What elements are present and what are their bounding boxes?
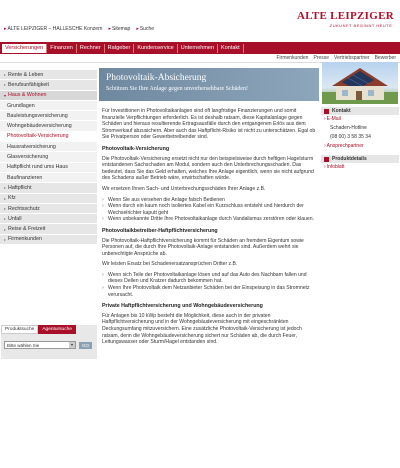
chevron-down-icon: ▼	[70, 343, 74, 347]
subnav-firmenkunden[interactable]: Firmenkunden	[276, 55, 309, 61]
square-icon	[324, 109, 329, 114]
bullet-icon: ▸	[4, 185, 7, 191]
list-item: › Wenn unbekannte Dritte Ihre Photovoltaikanlage durch Vandalismus zerstören oder klauen.	[102, 216, 317, 223]
section-heading-private: Private Haftpflichtversicherung und Wohngebäudeversicherung	[102, 303, 263, 310]
intro-paragraph: Für Investitionen in Photovoltaikanlagen sind oft langfristige Finanzierungen und somit finanzielle Verpflichtungen erforderlich. Es ist deshalb ratsam, diese Kapitalanlage gegen Schäden und hieraus resultierende Ertragsausfälle durch den entgangenen Erlös aus dem Stromverkauf abzusichern. Aber auch das Haftpflicht-Risiko ist nicht zu unterschätzen. Egal ob Sie Privatperson oder Gewerbetreibender sind.	[102, 108, 316, 141]
nav-unternehmen[interactable]: Unternehmen	[178, 44, 218, 53]
nav-rechner[interactable]: Rechner	[77, 44, 105, 53]
list-item: › Wenn Ihre Photovoltaik dem Netzanbieter Schäden bei der Einspeisung in das Stromnetz verursacht.	[102, 285, 317, 298]
nav-kontakt[interactable]: Kontakt	[218, 44, 244, 53]
product-search-box	[1, 325, 97, 359]
sidebar-item-wohngebaeude[interactable]: Wohngebäudeversicherung	[0, 121, 97, 131]
audience-links	[276, 55, 396, 61]
sidebar-item-firmenkunden[interactable]: ▸ Firmenkunden	[0, 235, 97, 245]
pv-list	[102, 197, 317, 223]
logo[interactable]	[297, 10, 394, 28]
sitemap-link[interactable]: ▸Sitemap	[108, 26, 131, 32]
subnav-presse[interactable]: Presse	[313, 55, 330, 61]
sidebar-item-baufinanzieren[interactable]: Baufinanzieren	[0, 173, 97, 183]
right-column	[321, 107, 399, 172]
arrow-icon: ▸	[4, 26, 7, 32]
email-link[interactable]: ›E-Mail	[324, 116, 341, 122]
sidebar-item-rente[interactable]: ▸ Rente & Leben	[0, 70, 97, 80]
haftpflicht-paragraph: Die Photovoltaik-Haftpflichtversicherung kommt für Schäden an fremdem Eigentum sowie Personen auf, die durch Ihre Photovoltaik-Anlage entstanden sind. Außerdem wehrt sie unberechtigte Ansprüche ab.	[102, 237, 304, 257]
sidebar-item-kfz[interactable]: ▸ Kfz	[0, 194, 97, 204]
section-heading-haftpflicht: Photovoltaikbetreiber-Haftpflichtversicherung	[102, 227, 218, 234]
sidebar-item-bu[interactable]: ▸ Berufsunfähigkeit	[0, 80, 97, 90]
arrow-icon: ›	[324, 164, 326, 170]
infoblatt-link[interactable]: ›Infoblatt	[324, 164, 345, 170]
page-subtitle: Schützen Sie Ihre Anlage gegen unvorhersehbare Schäden!	[106, 86, 248, 92]
list-item: › Wenn durch ein kaum noch isoliertes Kabel ein Kurzschluss entsteht und hierdurch der Wechselrichter kaputt geht	[102, 203, 317, 216]
go-button[interactable]: GO	[79, 342, 92, 349]
square-icon	[324, 157, 329, 162]
arrow-icon: ›	[324, 143, 326, 149]
subnav-bewerber[interactable]: Bewerber	[374, 55, 396, 61]
haftpflicht-paragraph-2: Wir leisten Ersatz bei Schadenersatzansprüchen Dritter z.B.	[102, 261, 238, 268]
sidebar-item-unfall[interactable]: ▸ Unfall	[0, 214, 97, 224]
bullet-icon: ▸	[4, 236, 7, 242]
subnav-vertriebspartner[interactable]: Vertriebspartner	[334, 55, 370, 61]
logo-tagline: ZUKUNFT BEGINNT HEUTE.	[329, 23, 394, 28]
hotline-label: Schaden-Hotline	[330, 125, 367, 131]
arrow-icon: ▸	[108, 26, 111, 32]
sidebar-item-haftpflicht[interactable]: ▸ Haftpflicht	[0, 183, 97, 193]
sidebar-item-hausrat[interactable]: Hausratversicherung	[0, 142, 97, 152]
sidebar	[0, 70, 97, 245]
pv-paragraph-2: Wir ersetzen Ihnen Sach- und Unterbrechungsschäden Ihrer Anlage z.B.	[102, 185, 266, 192]
bullet-icon: ▸	[4, 216, 7, 222]
product-select[interactable]: Bitte wählen Sie ▼	[4, 341, 76, 349]
search-tabs	[1, 325, 97, 334]
kontakt-heading: Kontakt	[321, 107, 399, 115]
list-item: › Wenn Sie aus versehen die Anlage falsch Bedienen	[102, 197, 317, 204]
pv-paragraph: Die Photovoltaik-Versicherung ersetzt nicht nur den beispielsweise durch heftigen Hagelsturm entstandenen Sachschaden am Modul, sondern auch den Unterbrechungsschaden. Das bedeutet, dass Sie das Geld erhalten, welches Ihre Anlage eigentlich, wenn sie nicht aufgrund des Schadens außer Betrieb wäre, erwirtschaften würde.	[102, 155, 314, 182]
logo-brand: ALTE LEIPZIGER	[296, 10, 394, 22]
arrow-icon: ›	[324, 116, 326, 122]
nav-kundenservice[interactable]: Kundenservice	[134, 44, 177, 53]
search-row	[1, 334, 97, 349]
hotline-number: (08 00) 3 58 35 34	[330, 134, 371, 140]
bullet-icon: ▸	[4, 72, 7, 78]
konzern-link[interactable]: ▸ALTE LEIPZIGER – HALLESCHE Konzern	[4, 26, 103, 32]
private-paragraph: Für Anlagen bis 10 kWp besteht die Möglichkeit, diese auch in der privaten Haftpflichtversicherung und in der Wohngebäudeversicherung mit eingeschränkten Deckungsumfang mitzuversichern. Eine zusätzliche Photovoltaik-Versicherung ist jedoch ratsam, denn die Wohngebäudeversicherung sichert nur Schäden ab, die durch Feuer, Leitungswasser oder Sturm/Hagel entstanden sind.	[102, 312, 302, 346]
list-item: › Wenn sich Teile der Photovoltaikanlage lösen und auf das Auto des Nachbarn fallen und dieses Dellen und Kratzer dadurch bekommen hat.	[102, 272, 317, 285]
page-title: Photovoltaik-Absicherung	[106, 73, 207, 83]
main-content	[102, 108, 317, 350]
produktdetails-heading: Produktdetails	[321, 155, 399, 163]
house-solar-image	[322, 62, 398, 104]
suche-link[interactable]: ▸Suche	[136, 26, 155, 32]
top-links	[4, 26, 154, 32]
top-bar	[0, 0, 400, 42]
sidebar-item-glas[interactable]: Glasversicherung	[0, 152, 97, 162]
sidebar-item-haus[interactable]: ▾ Haus & Wohnen	[0, 91, 97, 101]
ansprechpartner-link[interactable]: ›Ansprechpartner	[324, 143, 364, 149]
expanded-icon: ▾	[4, 92, 7, 98]
main-nav	[0, 42, 400, 54]
bullet-icon: ▸	[4, 226, 7, 232]
house-illustration	[322, 62, 398, 104]
nav-finanzen[interactable]: Finanzen	[47, 44, 77, 53]
tab-produktsuche[interactable]: Produktsuche	[1, 325, 38, 334]
sidebar-item-photovoltaik[interactable]: Photovoltaik-Versicherung	[0, 132, 97, 142]
nav-versicherungen[interactable]: Versicherungen	[2, 44, 47, 53]
bullet-icon: ▸	[4, 195, 7, 201]
bullet-icon: ▸	[4, 82, 7, 88]
haftpflicht-list	[102, 272, 317, 298]
bullet-icon: ▸	[4, 206, 7, 211]
arrow-icon: ▸	[136, 26, 139, 32]
hero-banner	[99, 68, 319, 101]
sidebar-item-reise[interactable]: ▸ Reise & Freizeit	[0, 224, 97, 234]
section-heading-pv: Photovoltaik-Versicherung	[102, 145, 170, 152]
tab-agentursuche[interactable]: Agentursuche	[38, 325, 76, 334]
sidebar-item-bauleistung[interactable]: Bauleistungsversicherung	[0, 111, 97, 121]
sidebar-item-haftpflicht-haus[interactable]: Haftpflicht rund ums Haus	[0, 163, 97, 173]
nav-ratgeber[interactable]: Ratgeber	[105, 44, 135, 53]
sidebar-item-grundlagen[interactable]: Grundlagen	[0, 101, 97, 111]
sidebar-item-rechtsschutz[interactable]: ▸ Rechtsschutz	[0, 204, 97, 214]
